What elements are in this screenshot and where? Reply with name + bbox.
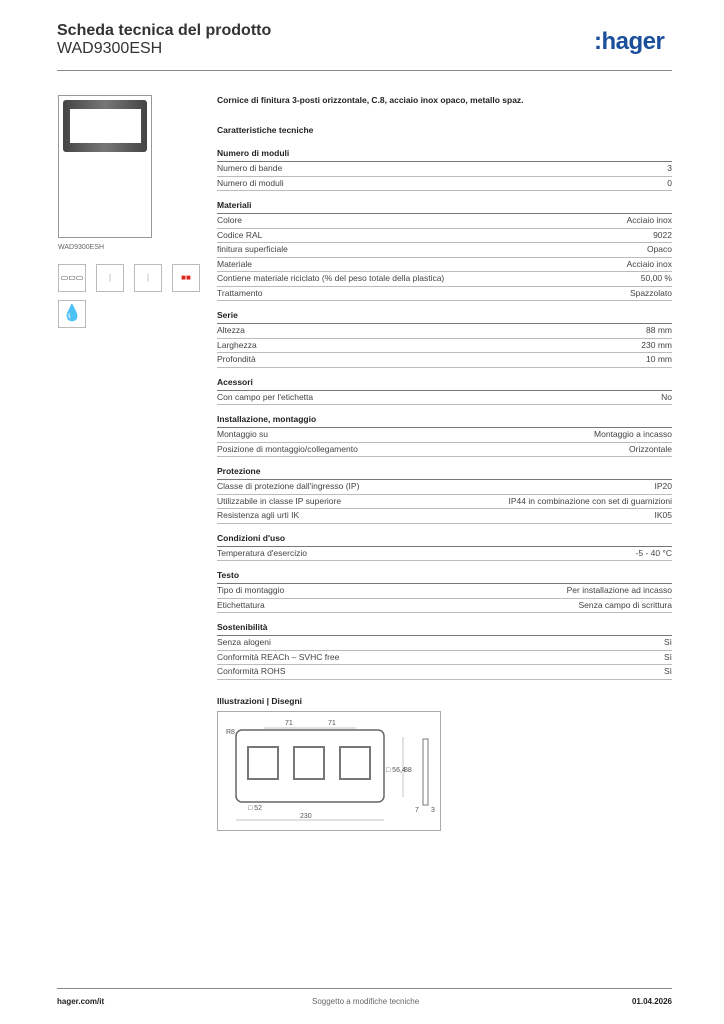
spec-section: [217, 310, 672, 368]
section-title: Numero di moduli: [217, 148, 672, 162]
spec-value: Senza campo di scrittura: [578, 599, 672, 610]
spec-label: Senza alogeni: [217, 637, 271, 647]
spec-section: [217, 622, 672, 680]
section-title: Installazione, montaggio: [217, 414, 672, 428]
section-title: Serie: [217, 310, 672, 324]
spec-label: Posizione di montaggio/collegamento: [217, 443, 358, 454]
spec-section: [217, 466, 672, 524]
spec-label: Tipo di montaggio: [217, 585, 285, 595]
product-description: Cornice di finitura 3-posti orizzontale, C.8, acciaio inox opaco, metallo spaz.: [217, 95, 524, 105]
spec-value: -5 - 40 °C: [635, 547, 672, 558]
spec-row: [217, 391, 672, 406]
spec-value: IP44 in combinazione con set di guarnizioni: [508, 495, 672, 506]
spec-value: Spazzolato: [629, 287, 672, 298]
footer-note: Soggetto a modifiche tecniche: [312, 997, 420, 1006]
spec-row: [217, 509, 672, 524]
spec-value: Opaco: [646, 244, 672, 254]
spec-row: [217, 599, 672, 614]
spec-value: Montaggio a incasso: [594, 429, 672, 439]
spec-label: Larghezza: [217, 339, 257, 350]
dim-depth-7: 7: [415, 806, 419, 814]
spec-section: [217, 377, 672, 406]
spec-value: IP20: [654, 481, 672, 491]
dim-71-b: 71: [328, 719, 336, 727]
spec-label: Etichettatura: [217, 599, 265, 610]
blank-icon: |: [134, 264, 162, 292]
spec-label: Trattamento: [217, 287, 263, 298]
spec-row: [217, 339, 672, 354]
dim-inner-height: □ 56,4: [386, 766, 406, 774]
spec-label: Materiale: [217, 258, 252, 269]
spec-row: [217, 480, 672, 495]
spec-row: [217, 443, 672, 458]
dim-depth-3: 3: [431, 806, 435, 814]
spec-row: [217, 651, 672, 666]
footer-website[interactable]: hager.com/it: [57, 997, 105, 1006]
spec-value: 10 mm: [646, 354, 672, 364]
spec-section: [217, 148, 672, 191]
spec-section: [217, 414, 672, 457]
spec-value: Acciaio inox: [626, 258, 672, 269]
spec-row: [217, 665, 672, 680]
spec-label: Montaggio su: [217, 429, 269, 439]
spec-label: finitura superficiale: [217, 244, 288, 254]
spec-section: [217, 200, 672, 301]
page-title: Scheda tecnica del prodotto: [57, 22, 272, 39]
spec-label: Profondità: [217, 354, 256, 364]
spec-value: Sì: [663, 651, 672, 662]
spec-value: 88 mm: [646, 325, 672, 335]
spec-value: 0: [667, 177, 672, 188]
footer-divider: [57, 988, 672, 989]
spec-row: [217, 324, 672, 339]
illustrations-title: Illustrazioni | Disegni: [217, 695, 303, 706]
section-title: Condizioni d'uso: [217, 533, 672, 547]
three-gang-icon: ▭▭▭: [58, 264, 86, 292]
footer-date: 01.04.2026: [631, 997, 672, 1006]
spec-row: [217, 287, 672, 302]
spec-value: Acciaio inox: [626, 215, 672, 225]
blank-icon: |: [96, 264, 124, 292]
spec-value: Per installazione ad incasso: [566, 585, 672, 595]
ip-rating-icon: ■■: [172, 264, 200, 292]
spec-value: 3: [667, 163, 672, 173]
spec-label: Temperatura d'esercizio: [217, 547, 307, 558]
dimension-drawing: [217, 711, 441, 831]
spec-row: [217, 214, 672, 229]
spec-label: Classe di protezione dall'ingresso (IP): [217, 481, 360, 491]
dim-height: 88: [404, 766, 412, 774]
spec-value: 230 mm: [641, 339, 672, 350]
spec-row: [217, 353, 672, 368]
water-drops-icon: 💧: [58, 300, 86, 328]
spec-label: Conformità REACh – SVHC free: [217, 651, 340, 662]
section-title: Protezione: [217, 466, 672, 480]
spec-value: No: [661, 391, 672, 402]
section-title: Acessori: [217, 377, 672, 391]
section-title: Sostenibilità: [217, 622, 672, 636]
spec-label: Codice RAL: [217, 229, 263, 240]
spec-row: [217, 229, 672, 244]
spec-row: [217, 636, 672, 651]
spec-label: Numero di moduli: [217, 177, 284, 188]
spec-label: Utilizzabile in classe IP superiore: [217, 495, 342, 506]
product-code: WAD9300ESH: [57, 40, 163, 57]
dim-radius: R8: [226, 728, 235, 736]
product-image: [58, 95, 152, 238]
header-divider: [57, 70, 672, 71]
spec-row: [217, 547, 672, 562]
spec-row: [217, 428, 672, 443]
spec-row: [217, 272, 672, 287]
spec-value: Sì: [663, 666, 672, 676]
spec-section: [217, 533, 672, 562]
spec-section: [217, 570, 672, 613]
spec-value: Sì: [663, 637, 672, 647]
features-title: Caratteristiche tecniche: [217, 125, 314, 135]
spec-label: Colore: [217, 215, 243, 225]
image-caption: WAD9300ESH: [58, 244, 105, 251]
dim-71-a: 71: [285, 719, 293, 727]
spec-row: [217, 162, 672, 177]
spec-label: Con campo per l'etichetta: [217, 391, 314, 402]
spec-value: Orizzontale: [629, 443, 672, 454]
dim-width: 230: [300, 812, 312, 820]
section-title: Testo: [217, 570, 672, 584]
spec-row: [217, 243, 672, 258]
spec-row: [217, 258, 672, 273]
spec-label: Resistenza agli urti IK: [217, 510, 300, 520]
section-title: Materiali: [217, 200, 672, 214]
hager-logo: :hager: [594, 28, 665, 55]
spec-label: Conformità ROHS: [217, 666, 286, 676]
technical-data: [217, 95, 672, 831]
spec-row: [217, 177, 672, 192]
spec-row: [217, 584, 672, 599]
spec-label: Contiene materiale riciclato (% del peso totale della plastica): [217, 273, 445, 283]
spec-value: 50,00 %: [640, 273, 672, 283]
spec-row: [217, 495, 672, 510]
spec-label: Altezza: [217, 325, 245, 335]
spec-value: 9022: [653, 229, 672, 240]
dim-inner-width: □ 52: [248, 804, 262, 812]
spec-label: Numero di bande: [217, 163, 283, 173]
spec-value: IK05: [654, 510, 672, 520]
